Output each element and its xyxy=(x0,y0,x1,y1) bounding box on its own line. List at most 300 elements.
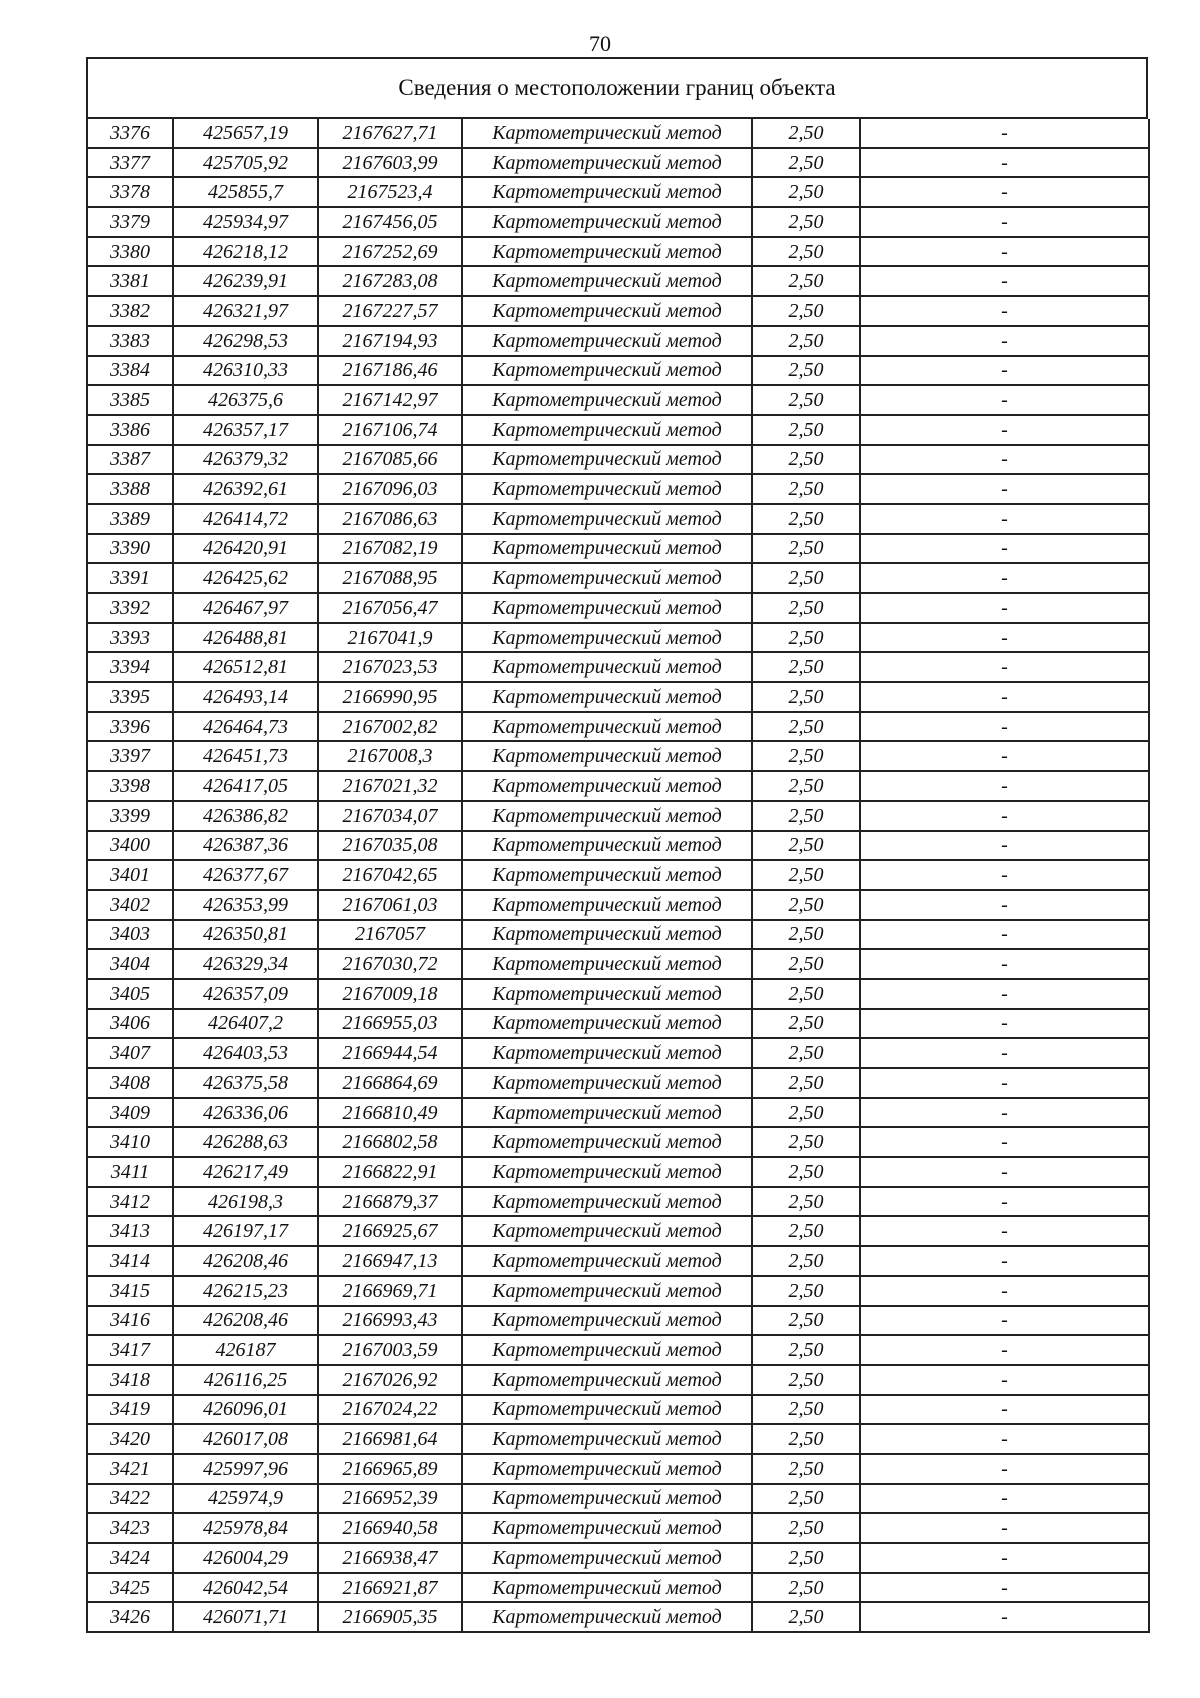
point-number-cell: 3394 xyxy=(87,652,173,682)
description-cell: - xyxy=(860,1009,1149,1039)
description-cell: - xyxy=(860,1246,1149,1276)
point-number-cell: 3410 xyxy=(87,1127,173,1157)
x-coordinate-cell: 426215,23 xyxy=(173,1276,318,1306)
description-cell: - xyxy=(860,296,1149,326)
point-number-cell: 3384 xyxy=(87,356,173,386)
y-coordinate-cell: 2167041,9 xyxy=(318,623,462,653)
description-cell: - xyxy=(860,831,1149,861)
y-coordinate-cell: 2167096,03 xyxy=(318,474,462,504)
method-cell: Картометрический метод xyxy=(462,385,752,415)
x-coordinate-cell: 425997,96 xyxy=(173,1454,318,1484)
x-coordinate-cell: 426198,3 xyxy=(173,1187,318,1217)
description-cell: - xyxy=(860,1484,1149,1514)
table-row xyxy=(87,831,1149,861)
precision-cell: 2,50 xyxy=(752,266,860,296)
point-number-cell: 3421 xyxy=(87,1454,173,1484)
method-cell: Картометрический метод xyxy=(462,1573,752,1603)
x-coordinate-cell: 426377,67 xyxy=(173,860,318,890)
x-coordinate-cell: 426493,14 xyxy=(173,682,318,712)
table-row xyxy=(87,1365,1149,1395)
precision-cell: 2,50 xyxy=(752,920,860,950)
x-coordinate-cell: 426096,01 xyxy=(173,1395,318,1425)
table-row xyxy=(87,1513,1149,1543)
table-row xyxy=(87,1038,1149,1068)
method-cell: Картометрический метод xyxy=(462,1276,752,1306)
y-coordinate-cell: 2167456,05 xyxy=(318,207,462,237)
precision-cell: 2,50 xyxy=(752,119,860,148)
table-row xyxy=(87,563,1149,593)
point-number-cell: 3418 xyxy=(87,1365,173,1395)
precision-cell: 2,50 xyxy=(752,385,860,415)
point-number-cell: 3415 xyxy=(87,1276,173,1306)
x-coordinate-cell: 426357,17 xyxy=(173,415,318,445)
description-cell: - xyxy=(860,1424,1149,1454)
precision-cell: 2,50 xyxy=(752,1187,860,1217)
description-cell: - xyxy=(860,979,1149,1009)
method-cell: Картометрический метод xyxy=(462,1454,752,1484)
point-number-cell: 3417 xyxy=(87,1335,173,1365)
table-row xyxy=(87,1424,1149,1454)
point-number-cell: 3387 xyxy=(87,445,173,475)
precision-cell: 2,50 xyxy=(752,1484,860,1514)
method-cell: Картометрический метод xyxy=(462,415,752,445)
precision-cell: 2,50 xyxy=(752,741,860,771)
table-row xyxy=(87,266,1149,296)
method-cell: Картометрический метод xyxy=(462,682,752,712)
description-cell: - xyxy=(860,148,1149,178)
description-cell: - xyxy=(860,1276,1149,1306)
method-cell: Картометрический метод xyxy=(462,1098,752,1128)
x-coordinate-cell: 426004,29 xyxy=(173,1543,318,1573)
precision-cell: 2,50 xyxy=(752,563,860,593)
method-cell: Картометрический метод xyxy=(462,920,752,950)
description-cell: - xyxy=(860,1306,1149,1336)
x-coordinate-cell: 426288,63 xyxy=(173,1127,318,1157)
table-row xyxy=(87,148,1149,178)
method-cell: Картометрический метод xyxy=(462,445,752,475)
method-cell: Картометрический метод xyxy=(462,563,752,593)
description-cell: - xyxy=(860,1038,1149,1068)
description-cell: - xyxy=(860,266,1149,296)
table-row xyxy=(87,1009,1149,1039)
y-coordinate-cell: 2167021,32 xyxy=(318,771,462,801)
y-coordinate-cell: 2167009,18 xyxy=(318,979,462,1009)
precision-cell: 2,50 xyxy=(752,949,860,979)
table-row xyxy=(87,534,1149,564)
method-cell: Картометрический метод xyxy=(462,1157,752,1187)
x-coordinate-cell: 426329,34 xyxy=(173,949,318,979)
y-coordinate-cell: 2166952,39 xyxy=(318,1484,462,1514)
point-number-cell: 3385 xyxy=(87,385,173,415)
point-number-cell: 3391 xyxy=(87,563,173,593)
description-cell: - xyxy=(860,682,1149,712)
boundary-table xyxy=(86,57,1148,1633)
x-coordinate-cell: 426071,71 xyxy=(173,1602,318,1632)
y-coordinate-cell: 2167042,65 xyxy=(318,860,462,890)
x-coordinate-cell: 425855,7 xyxy=(173,177,318,207)
method-cell: Картометрический метод xyxy=(462,771,752,801)
method-cell: Картометрический метод xyxy=(462,356,752,386)
page-number: 70 xyxy=(589,31,611,56)
table-row xyxy=(87,771,1149,801)
description-cell: - xyxy=(860,445,1149,475)
description-cell: - xyxy=(860,1068,1149,1098)
y-coordinate-cell: 2167086,63 xyxy=(318,504,462,534)
method-cell: Картометрический метод xyxy=(462,712,752,742)
precision-cell: 2,50 xyxy=(752,356,860,386)
table-row xyxy=(87,593,1149,623)
table-row xyxy=(87,177,1149,207)
table-row xyxy=(87,1335,1149,1365)
description-cell: - xyxy=(860,177,1149,207)
description-cell: - xyxy=(860,1187,1149,1217)
x-coordinate-cell: 426386,82 xyxy=(173,801,318,831)
description-cell: - xyxy=(860,593,1149,623)
method-cell: Картометрический метод xyxy=(462,326,752,356)
x-coordinate-cell: 425934,97 xyxy=(173,207,318,237)
method-cell: Картометрический метод xyxy=(462,1424,752,1454)
y-coordinate-cell: 2166925,67 xyxy=(318,1216,462,1246)
table-row xyxy=(87,623,1149,653)
x-coordinate-cell: 425705,92 xyxy=(173,148,318,178)
point-number-cell: 3392 xyxy=(87,593,173,623)
x-coordinate-cell: 426375,58 xyxy=(173,1068,318,1098)
point-number-cell: 3390 xyxy=(87,534,173,564)
y-coordinate-cell: 2167023,53 xyxy=(318,652,462,682)
precision-cell: 2,50 xyxy=(752,652,860,682)
point-number-cell: 3405 xyxy=(87,979,173,1009)
table-row xyxy=(87,415,1149,445)
description-cell: - xyxy=(860,415,1149,445)
table-row xyxy=(87,1068,1149,1098)
method-cell: Картометрический метод xyxy=(462,1395,752,1425)
y-coordinate-cell: 2167057 xyxy=(318,920,462,950)
y-coordinate-cell: 2166921,87 xyxy=(318,1573,462,1603)
description-cell: - xyxy=(860,623,1149,653)
table-body xyxy=(87,119,1149,1632)
x-coordinate-cell: 426239,91 xyxy=(173,266,318,296)
table-row xyxy=(87,385,1149,415)
point-number-cell: 3383 xyxy=(87,326,173,356)
x-coordinate-cell: 426467,97 xyxy=(173,593,318,623)
precision-cell: 2,50 xyxy=(752,148,860,178)
precision-cell: 2,50 xyxy=(752,712,860,742)
table-row xyxy=(87,326,1149,356)
method-cell: Картометрический метод xyxy=(462,801,752,831)
y-coordinate-cell: 2167627,71 xyxy=(318,119,462,148)
method-cell: Картометрический метод xyxy=(462,652,752,682)
description-cell: - xyxy=(860,652,1149,682)
y-coordinate-cell: 2167523,4 xyxy=(318,177,462,207)
description-cell: - xyxy=(860,1602,1149,1632)
method-cell: Картометрический метод xyxy=(462,1187,752,1217)
precision-cell: 2,50 xyxy=(752,1543,860,1573)
description-cell: - xyxy=(860,1543,1149,1573)
table-title: Сведения о местоположении границ объекта xyxy=(86,57,1148,119)
x-coordinate-cell: 426407,2 xyxy=(173,1009,318,1039)
precision-cell: 2,50 xyxy=(752,1276,860,1306)
description-cell: - xyxy=(860,119,1149,148)
point-number-cell: 3407 xyxy=(87,1038,173,1068)
y-coordinate-cell: 2166981,64 xyxy=(318,1424,462,1454)
x-coordinate-cell: 426208,46 xyxy=(173,1246,318,1276)
table-row xyxy=(87,1395,1149,1425)
description-cell: - xyxy=(860,949,1149,979)
y-coordinate-cell: 2166905,35 xyxy=(318,1602,462,1632)
precision-cell: 2,50 xyxy=(752,1454,860,1484)
y-coordinate-cell: 2166810,49 xyxy=(318,1098,462,1128)
y-coordinate-cell: 2167252,69 xyxy=(318,237,462,267)
description-cell: - xyxy=(860,504,1149,534)
precision-cell: 2,50 xyxy=(752,177,860,207)
y-coordinate-cell: 2166879,37 xyxy=(318,1187,462,1217)
point-number-cell: 3414 xyxy=(87,1246,173,1276)
method-cell: Картометрический метод xyxy=(462,1602,752,1632)
precision-cell: 2,50 xyxy=(752,1009,860,1039)
x-coordinate-cell: 426321,97 xyxy=(173,296,318,326)
point-number-cell: 3397 xyxy=(87,741,173,771)
table-row xyxy=(87,207,1149,237)
description-cell: - xyxy=(860,1395,1149,1425)
precision-cell: 2,50 xyxy=(752,1157,860,1187)
x-coordinate-cell: 425974,9 xyxy=(173,1484,318,1514)
precision-cell: 2,50 xyxy=(752,771,860,801)
table-row xyxy=(87,890,1149,920)
table-row xyxy=(87,1543,1149,1573)
point-number-cell: 3378 xyxy=(87,177,173,207)
table-row xyxy=(87,1187,1149,1217)
x-coordinate-cell: 426336,06 xyxy=(173,1098,318,1128)
table-row xyxy=(87,1306,1149,1336)
description-cell: - xyxy=(860,920,1149,950)
x-coordinate-cell: 426425,62 xyxy=(173,563,318,593)
precision-cell: 2,50 xyxy=(752,860,860,890)
table-row xyxy=(87,1484,1149,1514)
description-cell: - xyxy=(860,1513,1149,1543)
y-coordinate-cell: 2166864,69 xyxy=(318,1068,462,1098)
point-number-cell: 3413 xyxy=(87,1216,173,1246)
method-cell: Картометрический метод xyxy=(462,177,752,207)
table-row xyxy=(87,296,1149,326)
y-coordinate-cell: 2167061,03 xyxy=(318,890,462,920)
x-coordinate-cell: 426310,33 xyxy=(173,356,318,386)
method-cell: Картометрический метод xyxy=(462,1009,752,1039)
table-row xyxy=(87,801,1149,831)
y-coordinate-cell: 2167088,95 xyxy=(318,563,462,593)
x-coordinate-cell: 426042,54 xyxy=(173,1573,318,1603)
point-number-cell: 3426 xyxy=(87,1602,173,1632)
method-cell: Картометрический метод xyxy=(462,1246,752,1276)
x-coordinate-cell: 426298,53 xyxy=(173,326,318,356)
x-coordinate-cell: 426403,53 xyxy=(173,1038,318,1068)
precision-cell: 2,50 xyxy=(752,1306,860,1336)
table-row xyxy=(87,1276,1149,1306)
y-coordinate-cell: 2167142,97 xyxy=(318,385,462,415)
x-coordinate-cell: 426420,91 xyxy=(173,534,318,564)
method-cell: Картометрический метод xyxy=(462,979,752,1009)
point-number-cell: 3411 xyxy=(87,1157,173,1187)
method-cell: Картометрический метод xyxy=(462,1306,752,1336)
table-row xyxy=(87,1216,1149,1246)
point-number-cell: 3404 xyxy=(87,949,173,979)
point-number-cell: 3399 xyxy=(87,801,173,831)
description-cell: - xyxy=(860,771,1149,801)
table-row xyxy=(87,356,1149,386)
x-coordinate-cell: 426353,99 xyxy=(173,890,318,920)
precision-cell: 2,50 xyxy=(752,207,860,237)
point-number-cell: 3420 xyxy=(87,1424,173,1454)
y-coordinate-cell: 2166944,54 xyxy=(318,1038,462,1068)
description-cell: - xyxy=(860,1127,1149,1157)
y-coordinate-cell: 2166938,47 xyxy=(318,1543,462,1573)
x-coordinate-cell: 426488,81 xyxy=(173,623,318,653)
point-number-cell: 3416 xyxy=(87,1306,173,1336)
table-row xyxy=(87,949,1149,979)
x-coordinate-cell: 426512,81 xyxy=(173,652,318,682)
y-coordinate-cell: 2167082,19 xyxy=(318,534,462,564)
x-coordinate-cell: 425978,84 xyxy=(173,1513,318,1543)
method-cell: Картометрический метод xyxy=(462,474,752,504)
precision-cell: 2,50 xyxy=(752,1365,860,1395)
point-number-cell: 3419 xyxy=(87,1395,173,1425)
y-coordinate-cell: 2166990,95 xyxy=(318,682,462,712)
y-coordinate-cell: 2167026,92 xyxy=(318,1365,462,1395)
description-cell: - xyxy=(860,326,1149,356)
precision-cell: 2,50 xyxy=(752,1246,860,1276)
point-number-cell: 3423 xyxy=(87,1513,173,1543)
method-cell: Картометрический метод xyxy=(462,1068,752,1098)
description-cell: - xyxy=(860,534,1149,564)
method-cell: Картометрический метод xyxy=(462,949,752,979)
point-number-cell: 3379 xyxy=(87,207,173,237)
precision-cell: 2,50 xyxy=(752,1602,860,1632)
y-coordinate-cell: 2167194,93 xyxy=(318,326,462,356)
description-cell: - xyxy=(860,1098,1149,1128)
x-coordinate-cell: 426017,08 xyxy=(173,1424,318,1454)
method-cell: Картометрический метод xyxy=(462,1127,752,1157)
y-coordinate-cell: 2167024,22 xyxy=(318,1395,462,1425)
precision-cell: 2,50 xyxy=(752,593,860,623)
y-coordinate-cell: 2167030,72 xyxy=(318,949,462,979)
point-number-cell: 3395 xyxy=(87,682,173,712)
description-cell: - xyxy=(860,712,1149,742)
y-coordinate-cell: 2166969,71 xyxy=(318,1276,462,1306)
point-number-cell: 3398 xyxy=(87,771,173,801)
y-coordinate-cell: 2167603,99 xyxy=(318,148,462,178)
method-cell: Картометрический метод xyxy=(462,1543,752,1573)
x-coordinate-cell: 426116,25 xyxy=(173,1365,318,1395)
precision-cell: 2,50 xyxy=(752,1424,860,1454)
point-number-cell: 3377 xyxy=(87,148,173,178)
x-coordinate-cell: 426350,81 xyxy=(173,920,318,950)
description-cell: - xyxy=(860,801,1149,831)
point-number-cell: 3408 xyxy=(87,1068,173,1098)
table-row xyxy=(87,1127,1149,1157)
point-number-cell: 3393 xyxy=(87,623,173,653)
method-cell: Картометрический метод xyxy=(462,831,752,861)
point-number-cell: 3396 xyxy=(87,712,173,742)
description-cell: - xyxy=(860,1365,1149,1395)
description-cell: - xyxy=(860,356,1149,386)
description-cell: - xyxy=(860,741,1149,771)
table-row xyxy=(87,1098,1149,1128)
table-row xyxy=(87,920,1149,950)
x-coordinate-cell: 426357,09 xyxy=(173,979,318,1009)
point-number-cell: 3422 xyxy=(87,1484,173,1514)
table-row xyxy=(87,474,1149,504)
description-cell: - xyxy=(860,1454,1149,1484)
method-cell: Картометрический метод xyxy=(462,890,752,920)
precision-cell: 2,50 xyxy=(752,1513,860,1543)
x-coordinate-cell: 426197,17 xyxy=(173,1216,318,1246)
method-cell: Картометрический метод xyxy=(462,1038,752,1068)
precision-cell: 2,50 xyxy=(752,1068,860,1098)
precision-cell: 2,50 xyxy=(752,1395,860,1425)
point-number-cell: 3401 xyxy=(87,860,173,890)
description-cell: - xyxy=(860,890,1149,920)
method-cell: Картометрический метод xyxy=(462,1513,752,1543)
point-number-cell: 3403 xyxy=(87,920,173,950)
precision-cell: 2,50 xyxy=(752,326,860,356)
description-cell: - xyxy=(860,237,1149,267)
y-coordinate-cell: 2167186,46 xyxy=(318,356,462,386)
description-cell: - xyxy=(860,207,1149,237)
table-row xyxy=(87,445,1149,475)
point-number-cell: 3376 xyxy=(87,119,173,148)
table-row xyxy=(87,682,1149,712)
method-cell: Картометрический метод xyxy=(462,1484,752,1514)
precision-cell: 2,50 xyxy=(752,623,860,653)
precision-cell: 2,50 xyxy=(752,445,860,475)
method-cell: Картометрический метод xyxy=(462,1335,752,1365)
y-coordinate-cell: 2166947,13 xyxy=(318,1246,462,1276)
description-cell: - xyxy=(860,1216,1149,1246)
point-number-cell: 3389 xyxy=(87,504,173,534)
method-cell: Картометрический метод xyxy=(462,593,752,623)
precision-cell: 2,50 xyxy=(752,890,860,920)
table-row xyxy=(87,652,1149,682)
precision-cell: 2,50 xyxy=(752,1216,860,1246)
precision-cell: 2,50 xyxy=(752,1098,860,1128)
point-number-cell: 3424 xyxy=(87,1543,173,1573)
precision-cell: 2,50 xyxy=(752,801,860,831)
x-coordinate-cell: 426187 xyxy=(173,1335,318,1365)
precision-cell: 2,50 xyxy=(752,534,860,564)
table-row xyxy=(87,237,1149,267)
y-coordinate-cell: 2166822,91 xyxy=(318,1157,462,1187)
precision-cell: 2,50 xyxy=(752,237,860,267)
point-number-cell: 3406 xyxy=(87,1009,173,1039)
table-row xyxy=(87,1602,1149,1632)
precision-cell: 2,50 xyxy=(752,1038,860,1068)
point-number-cell: 3425 xyxy=(87,1573,173,1603)
y-coordinate-cell: 2166965,89 xyxy=(318,1454,462,1484)
table-row xyxy=(87,860,1149,890)
description-cell: - xyxy=(860,1573,1149,1603)
method-cell: Картометрический метод xyxy=(462,1365,752,1395)
y-coordinate-cell: 2166940,58 xyxy=(318,1513,462,1543)
method-cell: Картометрический метод xyxy=(462,207,752,237)
point-number-cell: 3381 xyxy=(87,266,173,296)
method-cell: Картометрический метод xyxy=(462,296,752,326)
y-coordinate-cell: 2167085,66 xyxy=(318,445,462,475)
x-coordinate-cell: 426417,05 xyxy=(173,771,318,801)
table-row xyxy=(87,1246,1149,1276)
method-cell: Картометрический метод xyxy=(462,623,752,653)
method-cell: Картометрический метод xyxy=(462,148,752,178)
point-number-cell: 3386 xyxy=(87,415,173,445)
x-coordinate-cell: 426217,49 xyxy=(173,1157,318,1187)
